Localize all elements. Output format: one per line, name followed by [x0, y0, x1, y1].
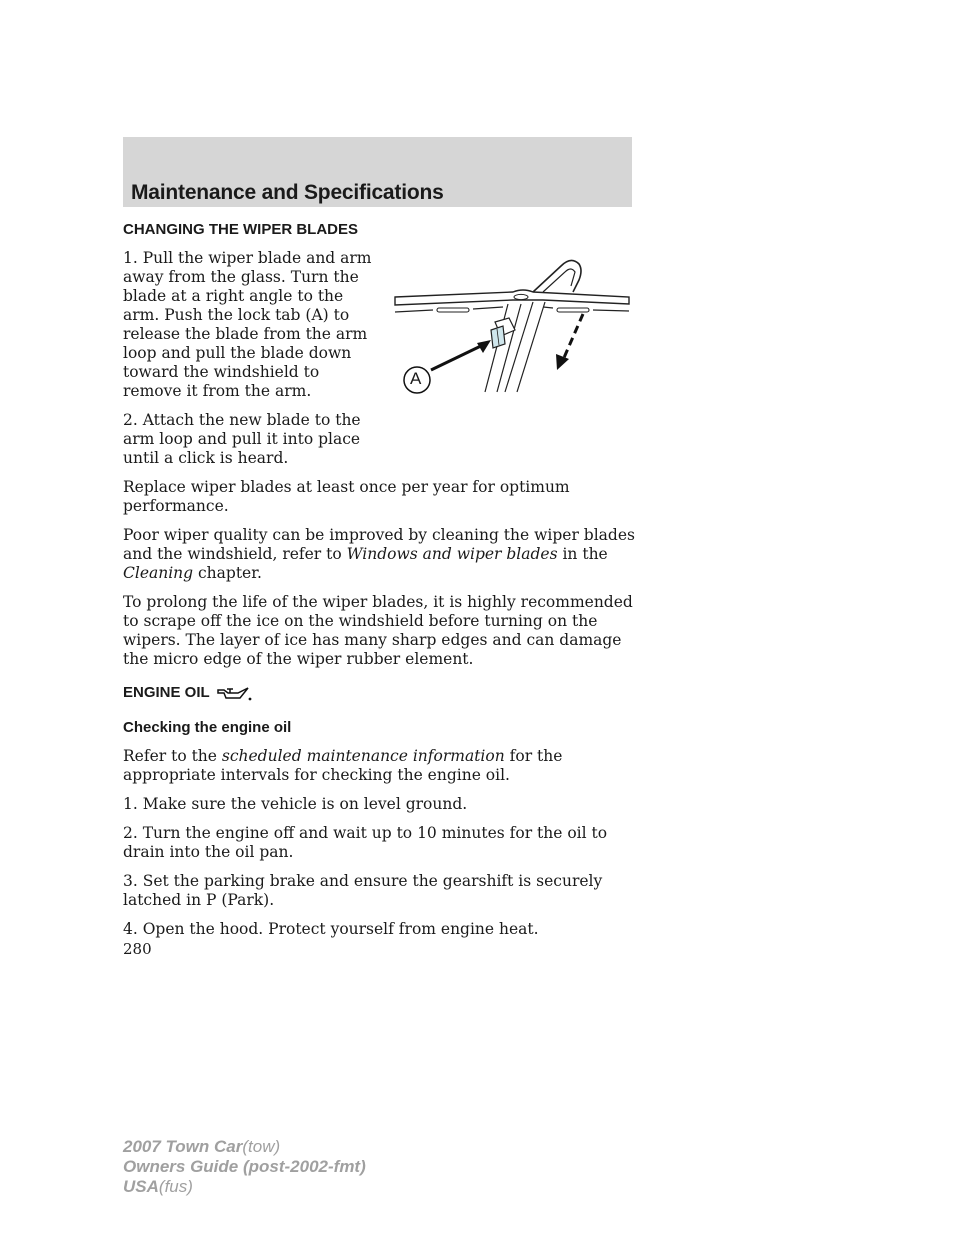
windows-wiper-ref: Windows and wiper blades — [346, 545, 558, 563]
footer-line-3 — [123, 1177, 366, 1197]
footer-guide: Owners Guide (post-2002-fmt) — [123, 1157, 366, 1176]
engine-oil-heading-row — [123, 683, 635, 702]
wiper-heading: CHANGING THE WIPER BLADES — [123, 221, 359, 238]
footer-line-1 — [123, 1137, 366, 1157]
engine-oil-heading: ENGINE OIL — [123, 684, 210, 701]
section-header — [123, 137, 632, 207]
document-footer — [123, 1137, 366, 1197]
wiper-replace-note: Replace wiper blades at least once per year for optimum performance. — [123, 478, 570, 515]
cleaning-chapter-ref: Cleaning — [123, 564, 194, 582]
quality-mid: in the — [557, 545, 608, 563]
checking-oil-subheading: Checking the engine oil — [123, 719, 292, 736]
page-title: Maintenance and Specifications — [131, 181, 444, 204]
page-content — [123, 220, 635, 949]
refer-suffix: for the appropriate intervals for checking the engine oil. — [123, 747, 563, 784]
oil-refer-note — [123, 747, 635, 785]
quality-suffix: chapter. — [193, 564, 262, 582]
wiper-step-2: 2. Attach the new blade to the arm loop and pull it into place until a click is heard. — [123, 411, 361, 467]
oil-can-icon — [216, 684, 252, 702]
refer-prefix: Refer to the — [123, 747, 222, 765]
oil-step-2: 2. Turn the engine off and wait up to 10 minutes for the oil to drain into the oil pan. — [123, 824, 608, 861]
scheduled-maintenance-ref: scheduled maintenance information — [221, 747, 505, 765]
oil-step-4: 4. Open the hood. Protect yourself from engine heat. — [123, 920, 539, 938]
oil-step-1: 1. Make sure the vehicle is on level ground. — [123, 795, 468, 813]
page-number: 280 — [123, 940, 152, 958]
wiper-step-1: 1. Pull the wiper blade and arm away from the glass. Turn the blade at a right angle to the arm. Push the lock tab (A) to release the blade from the arm loop and pull the blade down toward the windshield to remove it from the arm. — [123, 249, 372, 400]
oil-step-3: 3. Set the parking brake and ensure the gearshift is securely latched in P (Park). — [123, 872, 603, 909]
footer-market-code: (fus) — [158, 1177, 193, 1196]
quality-prefix: Poor wiper quality can be improved by cleaning the wiper blades and the windshield, refer to — [123, 526, 635, 563]
wiper-quality-note — [123, 526, 635, 583]
figure-label-a: A — [410, 369, 422, 388]
footer-model-code: (tow) — [242, 1137, 281, 1156]
footer-model: 2007 Town Car — [123, 1137, 243, 1156]
wiper-prolong-note: To prolong the life of the wiper blades, it is highly recommended to scrape off the ice on the windshield before turning on the wipers. The layer of ice has many sharp edges and can damage the micro edge of the wiper rubber element. — [123, 593, 633, 668]
footer-market: USA — [123, 1177, 159, 1196]
footer-line-2 — [123, 1157, 366, 1177]
